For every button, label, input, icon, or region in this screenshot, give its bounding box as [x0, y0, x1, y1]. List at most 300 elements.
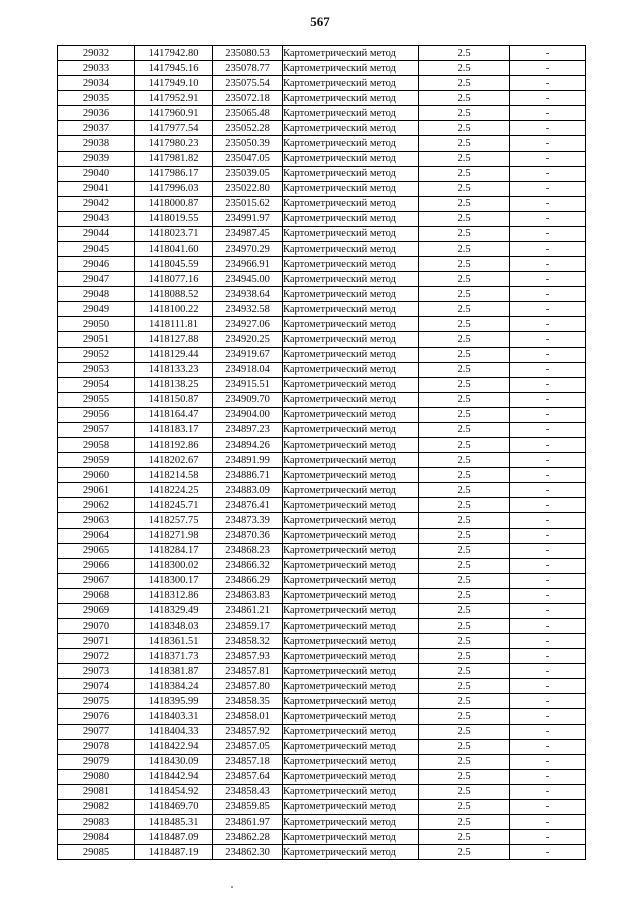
description-cell: - — [510, 287, 586, 302]
y-coordinate-cell: 234863.83 — [213, 588, 283, 603]
x-coordinate-cell: 1418045.59 — [135, 257, 213, 272]
x-coordinate-cell: 1418300.17 — [135, 573, 213, 588]
method-cell: Картометрический метод — [283, 302, 419, 317]
description-cell: - — [510, 588, 586, 603]
x-coordinate-cell: 1418257.75 — [135, 513, 213, 528]
accuracy-cell: 2.5 — [419, 377, 510, 392]
table-row — [58, 664, 586, 679]
y-coordinate-cell: 234866.32 — [213, 558, 283, 573]
table-row — [58, 61, 586, 76]
y-coordinate-cell: 234857.81 — [213, 664, 283, 679]
table-row — [58, 438, 586, 453]
accuracy-cell: 2.5 — [419, 664, 510, 679]
description-cell: - — [510, 649, 586, 664]
table-row — [58, 211, 586, 226]
description-cell: - — [510, 121, 586, 136]
point-number-cell: 29085 — [58, 845, 135, 860]
x-coordinate-cell: 1418430.09 — [135, 754, 213, 769]
y-coordinate-cell: 235015.62 — [213, 196, 283, 211]
point-number-cell: 29079 — [58, 754, 135, 769]
y-coordinate-cell: 234987.45 — [213, 226, 283, 241]
description-cell: - — [510, 242, 586, 257]
point-number-cell: 29065 — [58, 543, 135, 558]
accuracy-cell: 2.5 — [419, 332, 510, 347]
table-row — [58, 453, 586, 468]
y-coordinate-cell: 235078.77 — [213, 61, 283, 76]
accuracy-cell: 2.5 — [419, 121, 510, 136]
y-coordinate-cell: 234857.05 — [213, 739, 283, 754]
y-coordinate-cell: 234857.80 — [213, 679, 283, 694]
description-cell: - — [510, 377, 586, 392]
y-coordinate-cell: 235080.53 — [213, 46, 283, 61]
accuracy-cell: 2.5 — [419, 151, 510, 166]
y-coordinate-cell: 234868.23 — [213, 543, 283, 558]
y-coordinate-cell: 234857.93 — [213, 649, 283, 664]
table-row — [58, 588, 586, 603]
y-coordinate-cell: 234857.18 — [213, 754, 283, 769]
description-cell: - — [510, 679, 586, 694]
table-row — [58, 347, 586, 362]
description-cell: - — [510, 151, 586, 166]
x-coordinate-cell: 1418164.47 — [135, 407, 213, 422]
point-number-cell: 29048 — [58, 287, 135, 302]
method-cell: Картометрический метод — [283, 634, 419, 649]
y-coordinate-cell: 234858.35 — [213, 694, 283, 709]
accuracy-cell: 2.5 — [419, 498, 510, 513]
point-number-cell: 29035 — [58, 91, 135, 106]
x-coordinate-cell: 1418000.87 — [135, 196, 213, 211]
table-row — [58, 543, 586, 558]
description-cell: - — [510, 166, 586, 181]
accuracy-cell: 2.5 — [419, 830, 510, 845]
table-row — [58, 845, 586, 860]
y-coordinate-cell: 234870.36 — [213, 528, 283, 543]
point-number-cell: 29039 — [58, 151, 135, 166]
x-coordinate-cell: 1418271.98 — [135, 528, 213, 543]
method-cell: Картометрический метод — [283, 603, 419, 618]
y-coordinate-cell: 235052.28 — [213, 121, 283, 136]
y-coordinate-cell: 235050.39 — [213, 136, 283, 151]
point-number-cell: 29032 — [58, 46, 135, 61]
point-number-cell: 29070 — [58, 618, 135, 633]
method-cell: Картометрический метод — [283, 242, 419, 257]
method-cell: Картометрический метод — [283, 91, 419, 106]
table-row — [58, 287, 586, 302]
accuracy-cell: 2.5 — [419, 196, 510, 211]
point-number-cell: 29043 — [58, 211, 135, 226]
point-number-cell: 29042 — [58, 196, 135, 211]
accuracy-cell: 2.5 — [419, 287, 510, 302]
method-cell: Картометрический метод — [283, 709, 419, 724]
method-cell: Картометрический метод — [283, 618, 419, 633]
accuracy-cell: 2.5 — [419, 226, 510, 241]
point-number-cell: 29076 — [58, 709, 135, 724]
y-coordinate-cell: 234857.92 — [213, 724, 283, 739]
accuracy-cell: 2.5 — [419, 483, 510, 498]
x-coordinate-cell: 1418348.03 — [135, 618, 213, 633]
x-coordinate-cell: 1418487.19 — [135, 845, 213, 860]
description-cell: - — [510, 739, 586, 754]
table-row — [58, 603, 586, 618]
accuracy-cell: 2.5 — [419, 422, 510, 437]
accuracy-cell: 2.5 — [419, 181, 510, 196]
description-cell: - — [510, 784, 586, 799]
description-cell: - — [510, 257, 586, 272]
accuracy-cell: 2.5 — [419, 588, 510, 603]
method-cell: Картометрический метод — [283, 573, 419, 588]
point-number-cell: 29053 — [58, 362, 135, 377]
description-cell: - — [510, 136, 586, 151]
x-coordinate-cell: 1417949.10 — [135, 76, 213, 91]
accuracy-cell: 2.5 — [419, 317, 510, 332]
accuracy-cell: 2.5 — [419, 739, 510, 754]
accuracy-cell: 2.5 — [419, 166, 510, 181]
accuracy-cell: 2.5 — [419, 392, 510, 407]
page-number: 567 — [310, 14, 330, 29]
description-cell: - — [510, 181, 586, 196]
table-row — [58, 754, 586, 769]
point-number-cell: 29077 — [58, 724, 135, 739]
y-coordinate-cell: 234858.01 — [213, 709, 283, 724]
x-coordinate-cell: 1417980.23 — [135, 136, 213, 151]
point-number-cell: 29081 — [58, 784, 135, 799]
point-number-cell: 29045 — [58, 242, 135, 257]
x-coordinate-cell: 1418381.87 — [135, 664, 213, 679]
table-row — [58, 694, 586, 709]
x-coordinate-cell: 1417996.03 — [135, 181, 213, 196]
y-coordinate-cell: 234858.32 — [213, 634, 283, 649]
y-coordinate-cell: 234920.25 — [213, 332, 283, 347]
description-cell: - — [510, 664, 586, 679]
method-cell: Картометрический метод — [283, 272, 419, 287]
description-cell: - — [510, 347, 586, 362]
table-row — [58, 799, 586, 814]
table-row — [58, 76, 586, 91]
method-cell: Картометрический метод — [283, 438, 419, 453]
description-cell: - — [510, 845, 586, 860]
x-coordinate-cell: 1417981.82 — [135, 151, 213, 166]
table-row — [58, 573, 586, 588]
accuracy-cell: 2.5 — [419, 272, 510, 287]
method-cell: Картометрический метод — [283, 679, 419, 694]
table-row — [58, 181, 586, 196]
x-coordinate-cell: 1418150.87 — [135, 392, 213, 407]
y-coordinate-cell: 234861.97 — [213, 814, 283, 829]
table-row — [58, 332, 586, 347]
y-coordinate-cell: 234897.23 — [213, 422, 283, 437]
table-row — [58, 196, 586, 211]
y-coordinate-cell: 234861.21 — [213, 603, 283, 618]
y-coordinate-cell: 234894.26 — [213, 438, 283, 453]
x-coordinate-cell: 1418422.94 — [135, 739, 213, 754]
coordinates-table-body — [58, 46, 586, 860]
x-coordinate-cell: 1418019.55 — [135, 211, 213, 226]
method-cell: Картометрический метод — [283, 830, 419, 845]
table-row — [58, 377, 586, 392]
description-cell: - — [510, 362, 586, 377]
accuracy-cell: 2.5 — [419, 46, 510, 61]
description-cell: - — [510, 528, 586, 543]
accuracy-cell: 2.5 — [419, 76, 510, 91]
point-number-cell: 29040 — [58, 166, 135, 181]
accuracy-cell: 2.5 — [419, 362, 510, 377]
x-coordinate-cell: 1417945.16 — [135, 61, 213, 76]
x-coordinate-cell: 1418442.94 — [135, 769, 213, 784]
method-cell: Картометрический метод — [283, 453, 419, 468]
description-cell: - — [510, 618, 586, 633]
accuracy-cell: 2.5 — [419, 453, 510, 468]
method-cell: Картометрический метод — [283, 769, 419, 784]
point-number-cell: 29063 — [58, 513, 135, 528]
x-coordinate-cell: 1418300.02 — [135, 558, 213, 573]
description-cell: - — [510, 317, 586, 332]
description-cell: - — [510, 61, 586, 76]
point-number-cell: 29080 — [58, 769, 135, 784]
point-number-cell: 29082 — [58, 799, 135, 814]
accuracy-cell: 2.5 — [419, 694, 510, 709]
point-number-cell: 29049 — [58, 302, 135, 317]
point-number-cell: 29036 — [58, 106, 135, 121]
x-coordinate-cell: 1418404.33 — [135, 724, 213, 739]
y-coordinate-cell: 234927.06 — [213, 317, 283, 332]
table-row — [58, 46, 586, 61]
accuracy-cell: 2.5 — [419, 558, 510, 573]
y-coordinate-cell: 234862.28 — [213, 830, 283, 845]
point-number-cell: 29062 — [58, 498, 135, 513]
point-number-cell: 29068 — [58, 588, 135, 603]
description-cell: - — [510, 483, 586, 498]
accuracy-cell: 2.5 — [419, 407, 510, 422]
y-coordinate-cell: 235047.05 — [213, 151, 283, 166]
accuracy-cell: 2.5 — [419, 845, 510, 860]
method-cell: Картометрический метод — [283, 362, 419, 377]
table-row — [58, 392, 586, 407]
table-row — [58, 618, 586, 633]
point-number-cell: 29075 — [58, 694, 135, 709]
y-coordinate-cell: 234991.97 — [213, 211, 283, 226]
x-coordinate-cell: 1418469.70 — [135, 799, 213, 814]
accuracy-cell: 2.5 — [419, 242, 510, 257]
table-row — [58, 634, 586, 649]
accuracy-cell: 2.5 — [419, 347, 510, 362]
method-cell: Картометрический метод — [283, 588, 419, 603]
description-cell: - — [510, 814, 586, 829]
table-row — [58, 136, 586, 151]
x-coordinate-cell: 1418041.60 — [135, 242, 213, 257]
point-number-cell: 29060 — [58, 468, 135, 483]
y-coordinate-cell: 235065.48 — [213, 106, 283, 121]
method-cell: Картометрический метод — [283, 724, 419, 739]
x-coordinate-cell: 1418023.71 — [135, 226, 213, 241]
description-cell: - — [510, 709, 586, 724]
method-cell: Картометрический метод — [283, 483, 419, 498]
table-row — [58, 739, 586, 754]
x-coordinate-cell: 1418214.58 — [135, 468, 213, 483]
description-cell: - — [510, 91, 586, 106]
table-row — [58, 151, 586, 166]
point-number-cell: 29074 — [58, 679, 135, 694]
y-coordinate-cell: 234938.64 — [213, 287, 283, 302]
x-coordinate-cell: 1417960.91 — [135, 106, 213, 121]
point-number-cell: 29050 — [58, 317, 135, 332]
point-number-cell: 29055 — [58, 392, 135, 407]
description-cell: - — [510, 106, 586, 121]
method-cell: Картометрический метод — [283, 121, 419, 136]
point-number-cell: 29064 — [58, 528, 135, 543]
method-cell: Картометрический метод — [283, 498, 419, 513]
description-cell: - — [510, 438, 586, 453]
description-cell: - — [510, 769, 586, 784]
method-cell: Картометрический метод — [283, 196, 419, 211]
point-number-cell: 29066 — [58, 558, 135, 573]
x-coordinate-cell: 1417986.17 — [135, 166, 213, 181]
point-number-cell: 29061 — [58, 483, 135, 498]
accuracy-cell: 2.5 — [419, 724, 510, 739]
x-coordinate-cell: 1418138.25 — [135, 377, 213, 392]
x-coordinate-cell: 1418192.86 — [135, 438, 213, 453]
table-row — [58, 709, 586, 724]
accuracy-cell: 2.5 — [419, 603, 510, 618]
table-row — [58, 769, 586, 784]
point-number-cell: 29056 — [58, 407, 135, 422]
method-cell: Картометрический метод — [283, 166, 419, 181]
description-cell: - — [510, 392, 586, 407]
x-coordinate-cell: 1418487.09 — [135, 830, 213, 845]
point-number-cell: 29067 — [58, 573, 135, 588]
description-cell: - — [510, 754, 586, 769]
accuracy-cell: 2.5 — [419, 649, 510, 664]
method-cell: Картометрический метод — [283, 558, 419, 573]
table-row — [58, 830, 586, 845]
point-number-cell: 29041 — [58, 181, 135, 196]
point-number-cell: 29058 — [58, 438, 135, 453]
accuracy-cell: 2.5 — [419, 302, 510, 317]
x-coordinate-cell: 1418284.17 — [135, 543, 213, 558]
x-coordinate-cell: 1418202.67 — [135, 453, 213, 468]
x-coordinate-cell: 1418312.86 — [135, 588, 213, 603]
y-coordinate-cell: 234883.09 — [213, 483, 283, 498]
table-row — [58, 422, 586, 437]
method-cell: Картометрический метод — [283, 739, 419, 754]
accuracy-cell: 2.5 — [419, 634, 510, 649]
point-number-cell: 29054 — [58, 377, 135, 392]
x-coordinate-cell: 1418403.31 — [135, 709, 213, 724]
coordinates-table — [57, 45, 586, 860]
method-cell: Картометрический метод — [283, 392, 419, 407]
table-row — [58, 483, 586, 498]
y-coordinate-cell: 234970.29 — [213, 242, 283, 257]
description-cell: - — [510, 76, 586, 91]
y-coordinate-cell: 234966.91 — [213, 257, 283, 272]
x-coordinate-cell: 1417977.54 — [135, 121, 213, 136]
description-cell: - — [510, 453, 586, 468]
description-cell: - — [510, 724, 586, 739]
method-cell: Картометрический метод — [283, 106, 419, 121]
method-cell: Картометрический метод — [283, 377, 419, 392]
point-number-cell: 29044 — [58, 226, 135, 241]
x-coordinate-cell: 1418133.23 — [135, 362, 213, 377]
y-coordinate-cell: 234945.00 — [213, 272, 283, 287]
accuracy-cell: 2.5 — [419, 106, 510, 121]
point-number-cell: 29059 — [58, 453, 135, 468]
accuracy-cell: 2.5 — [419, 257, 510, 272]
x-coordinate-cell: 1418088.52 — [135, 287, 213, 302]
table-row — [58, 724, 586, 739]
x-coordinate-cell: 1418224.25 — [135, 483, 213, 498]
y-coordinate-cell: 234886.71 — [213, 468, 283, 483]
method-cell: Картометрический метод — [283, 422, 419, 437]
method-cell: Картометрический метод — [283, 407, 419, 422]
description-cell: - — [510, 558, 586, 573]
description-cell: - — [510, 226, 586, 241]
table-row — [58, 166, 586, 181]
point-number-cell: 29034 — [58, 76, 135, 91]
table-row — [58, 317, 586, 332]
point-number-cell: 29072 — [58, 649, 135, 664]
table-row — [58, 784, 586, 799]
method-cell: Картометрический метод — [283, 211, 419, 226]
x-coordinate-cell: 1418183.17 — [135, 422, 213, 437]
y-coordinate-cell: 235039.05 — [213, 166, 283, 181]
table-row — [58, 257, 586, 272]
description-cell: - — [510, 196, 586, 211]
point-number-cell: 29084 — [58, 830, 135, 845]
method-cell: Картометрический метод — [283, 694, 419, 709]
x-coordinate-cell: 1417942.80 — [135, 46, 213, 61]
description-cell: - — [510, 211, 586, 226]
method-cell: Картометрический метод — [283, 784, 419, 799]
y-coordinate-cell: 234857.64 — [213, 769, 283, 784]
x-coordinate-cell: 1418384.24 — [135, 679, 213, 694]
method-cell: Картометрический метод — [283, 76, 419, 91]
method-cell: Картометрический метод — [283, 46, 419, 61]
description-cell: - — [510, 422, 586, 437]
description-cell: - — [510, 573, 586, 588]
y-coordinate-cell: 234915.51 — [213, 377, 283, 392]
point-number-cell: 29033 — [58, 61, 135, 76]
table-row — [58, 498, 586, 513]
x-coordinate-cell: 1418485.31 — [135, 814, 213, 829]
x-coordinate-cell: 1418100.22 — [135, 302, 213, 317]
table-row — [58, 814, 586, 829]
point-number-cell: 29083 — [58, 814, 135, 829]
accuracy-cell: 2.5 — [419, 784, 510, 799]
y-coordinate-cell: 234876.41 — [213, 498, 283, 513]
method-cell: Картометрический метод — [283, 317, 419, 332]
table-row — [58, 558, 586, 573]
y-coordinate-cell: 234891.99 — [213, 453, 283, 468]
method-cell: Картометрический метод — [283, 136, 419, 151]
y-coordinate-cell: 234866.29 — [213, 573, 283, 588]
x-coordinate-cell: 1417952.91 — [135, 91, 213, 106]
method-cell: Картометрический метод — [283, 347, 419, 362]
point-number-cell: 29078 — [58, 739, 135, 754]
table-row — [58, 272, 586, 287]
accuracy-cell: 2.5 — [419, 528, 510, 543]
table-row — [58, 679, 586, 694]
point-number-cell: 29073 — [58, 664, 135, 679]
y-coordinate-cell: 234909.70 — [213, 392, 283, 407]
method-cell: Картометрический метод — [283, 151, 419, 166]
description-cell: - — [510, 694, 586, 709]
y-coordinate-cell: 234904.00 — [213, 407, 283, 422]
point-number-cell: 29051 — [58, 332, 135, 347]
table-row — [58, 649, 586, 664]
x-coordinate-cell: 1418245.71 — [135, 498, 213, 513]
point-number-cell: 29071 — [58, 634, 135, 649]
y-coordinate-cell: 234859.17 — [213, 618, 283, 633]
x-coordinate-cell: 1418127.88 — [135, 332, 213, 347]
